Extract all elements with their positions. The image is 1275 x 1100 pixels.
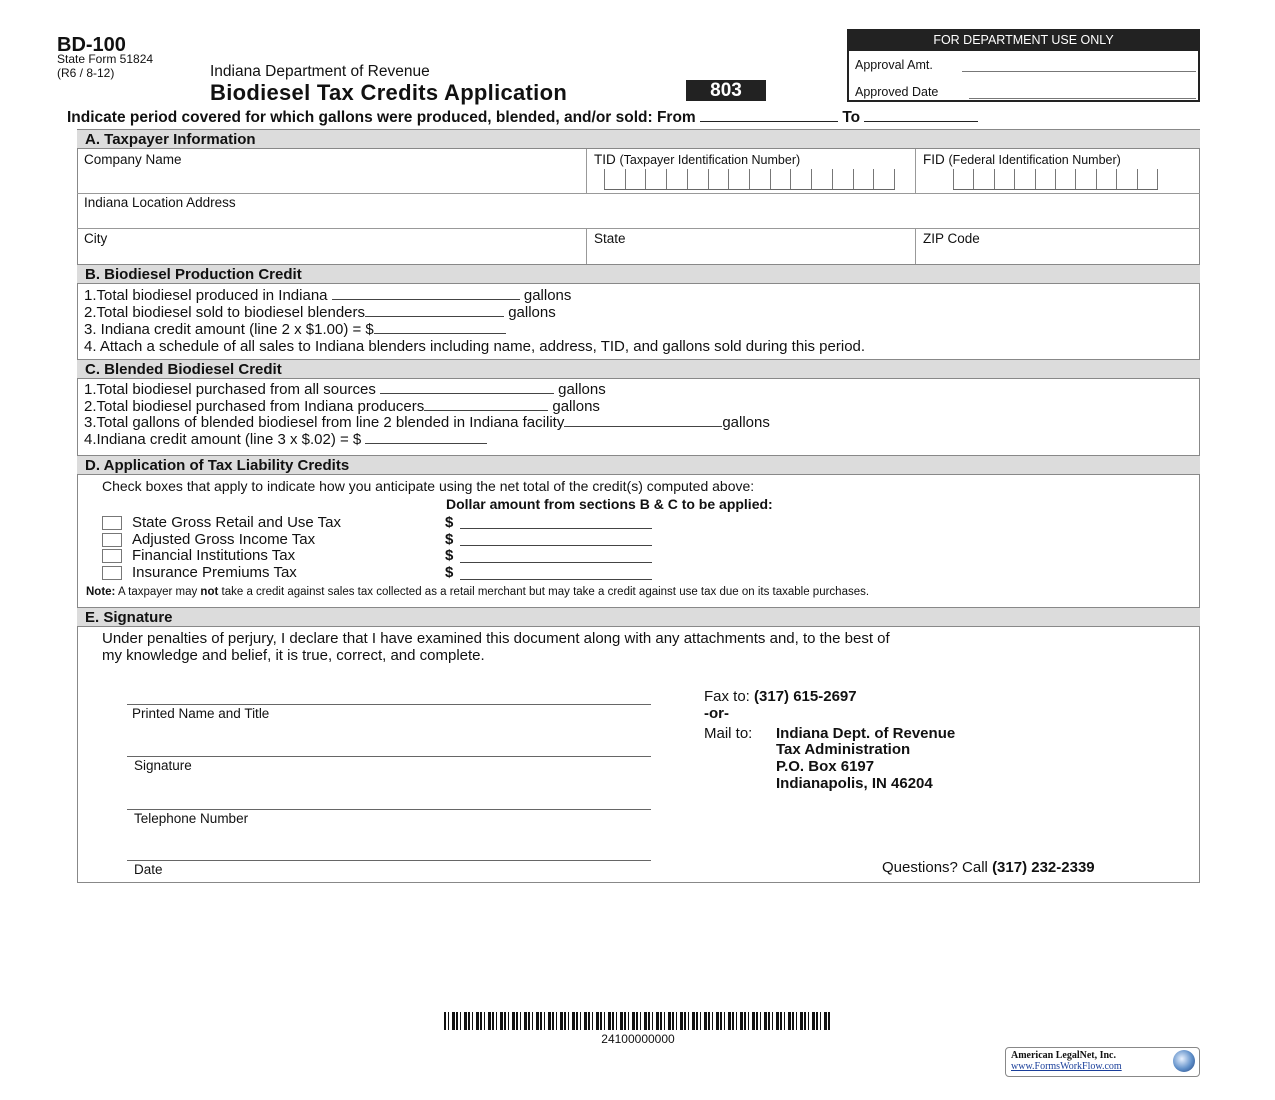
or-separator: -or-	[704, 705, 729, 722]
blended-gallons-field[interactable]	[564, 413, 722, 427]
declaration-line-1: Under penalties of perjury, I declare that I have examined this document along with any attachments and, to the best of	[102, 630, 890, 647]
company-name-label: Company Name	[84, 152, 182, 167]
divider	[586, 149, 587, 193]
section-c-heading: C. Blended Biodiesel Credit	[77, 359, 1200, 379]
state-form-number: State Form 51824	[57, 52, 154, 66]
section-d-note	[86, 586, 869, 598]
approved-date-label: Approved Date	[855, 85, 939, 99]
sales-use-tax-checkbox[interactable]	[102, 516, 122, 530]
city-field[interactable]	[84, 246, 580, 263]
fid-label-abbrev: FID	[923, 152, 945, 167]
telephone-label: Telephone Number	[134, 811, 249, 826]
insurance-premiums-tax-label: Insurance Premiums Tax	[132, 564, 297, 581]
dollar-sign: $	[445, 564, 454, 581]
mail-address-line-1: Indiana Dept. of Revenue	[776, 725, 956, 742]
insurance-premiums-tax-amount-field[interactable]	[460, 579, 652, 580]
sales-use-tax-amount-field[interactable]	[460, 528, 652, 529]
barcode-number: 24100000000	[601, 1032, 675, 1046]
section-c-line-1	[84, 380, 606, 398]
printed-name-label: Printed Name and Title	[132, 706, 270, 721]
telephone-field[interactable]	[127, 809, 651, 810]
fid-label-desc: (Federal Identification Number)	[948, 153, 1121, 167]
income-tax-amount-field[interactable]	[460, 545, 652, 546]
period-covered	[67, 109, 978, 127]
divider	[586, 228, 587, 264]
department-use-box	[847, 29, 1200, 102]
form-title: Biodiesel Tax Credits Application	[210, 80, 568, 105]
line-label: 4.Indiana credit amount (line 3 x $.02) = $	[84, 431, 362, 448]
section-c-line-4	[84, 430, 487, 448]
line-label: 2.Total biodiesel sold to biodiesel blenders	[84, 304, 366, 321]
insurance-premiums-tax-checkbox[interactable]	[102, 566, 122, 580]
section-b-heading: B. Biodiesel Production Credit	[77, 264, 1200, 284]
financial-institutions-tax-amount-field[interactable]	[460, 562, 652, 563]
line-label: 2.Total biodiesel purchased from Indiana producers	[84, 398, 425, 415]
sales-use-tax-label: State Gross Retail and Use Tax	[132, 514, 341, 531]
divider	[77, 228, 1200, 229]
declaration-line-2: my knowledge and belief, it is true, correct, and complete.	[102, 647, 485, 664]
section-d-heading: D. Application of Tax Liability Credits	[77, 455, 1200, 475]
dollar-sign: $	[445, 547, 454, 564]
questions-info	[882, 859, 1095, 876]
line-label: 1.Total biodiesel purchased from all sources	[84, 381, 376, 398]
income-tax-checkbox[interactable]	[102, 533, 122, 547]
approval-amount-label: Approval Amt.	[855, 58, 933, 72]
section-d-instruction: Check boxes that apply to indicate how you anticipate using the net total of the credit(s) computed above:	[102, 478, 755, 494]
zip-field[interactable]	[923, 246, 1193, 263]
section-a-heading: A. Taxpayer Information	[77, 129, 1200, 149]
legalnet-company: American LegalNet, Inc.	[1011, 1050, 1116, 1061]
income-tax-label: Adjusted Gross Income Tax	[132, 531, 316, 548]
line-label: 1.Total biodiesel produced in Indiana	[84, 287, 328, 304]
financial-institutions-tax-checkbox[interactable]	[102, 549, 122, 563]
state-label: State	[594, 231, 626, 246]
mail-label: Mail to:	[704, 725, 753, 742]
barcode	[444, 1012, 832, 1030]
tid-field[interactable]	[604, 169, 895, 190]
sold-gallons-field[interactable]	[365, 303, 504, 317]
signature-label: Signature	[134, 758, 192, 773]
note-text: take a credit against sales tax collected as a retail merchant but may take a credit against use tax due on its taxable purchases.	[221, 586, 870, 598]
date-label: Date	[134, 862, 163, 877]
gallons-unit: gallons	[523, 287, 572, 304]
purchased-all-gallons-field[interactable]	[380, 380, 554, 394]
note-label: Note:	[86, 586, 116, 598]
period-to-label: To	[842, 109, 861, 126]
fax-info	[704, 688, 857, 705]
section-b-line-3	[84, 320, 506, 338]
questions-label: Questions? Call	[882, 859, 988, 876]
zip-label: ZIP Code	[923, 231, 980, 246]
form-number: BD-100	[57, 34, 126, 56]
company-name-field[interactable]	[84, 166, 580, 192]
tid-label	[594, 152, 800, 167]
fax-label: Fax to:	[704, 688, 750, 705]
state-field[interactable]	[594, 246, 909, 263]
note-text: A taxpayer may	[117, 586, 198, 598]
tid-label-desc: (Taxpayer Identification Number)	[619, 153, 801, 167]
signature-field[interactable]	[127, 756, 651, 757]
note-emphasis: not	[200, 586, 219, 598]
form-code-badge: 803	[686, 80, 766, 101]
mail-address-line-2: Tax Administration	[776, 741, 911, 758]
line-label: 3. Indiana credit amount (line 2 x $1.00) = $	[84, 321, 374, 338]
divider	[915, 149, 916, 193]
period-to-field[interactable]	[864, 109, 978, 122]
address-field[interactable]	[84, 210, 1184, 228]
gallons-unit: gallons	[722, 414, 770, 431]
printed-name-field[interactable]	[127, 704, 651, 705]
dollar-amount-heading: Dollar amount from sections B & C to be applied:	[446, 496, 773, 512]
approved-date-field[interactable]	[969, 98, 1196, 99]
section-b-line-4: 4. Attach a schedule of all sales to Indiana blenders including name, address, TID, and gallons sold during this period.	[84, 338, 866, 355]
produced-gallons-field[interactable]	[332, 286, 520, 300]
divider	[77, 193, 1200, 194]
gallons-unit: gallons	[552, 398, 600, 415]
production-credit-field[interactable]	[374, 320, 506, 334]
legalnet-url[interactable]: www.FormsWorkFlow.com	[1011, 1061, 1122, 1072]
mail-address-line-3: P.O. Box 6197	[776, 758, 875, 775]
tid-label-abbrev: TID	[594, 152, 616, 167]
gallons-unit: gallons	[558, 381, 606, 398]
period-text: Indicate period covered for which gallons were produced, blended, and/or sold: From	[67, 109, 696, 126]
department-name: Indiana Department of Revenue	[210, 63, 430, 80]
questions-phone-number: (317) 232-2339	[992, 859, 1095, 876]
fid-label	[923, 152, 1121, 167]
approval-amount-field[interactable]	[962, 71, 1196, 72]
globe-icon	[1173, 1050, 1195, 1072]
dollar-sign: $	[445, 531, 454, 548]
purchased-indiana-gallons-field[interactable]	[424, 397, 548, 411]
gallons-unit: gallons	[508, 304, 556, 321]
address-label: Indiana Location Address	[84, 195, 236, 210]
section-c-line-3	[84, 413, 770, 431]
city-label: City	[84, 231, 108, 246]
line-label: 3.Total gallons of blended biodiesel from line 2 blended in Indiana facility	[84, 414, 565, 431]
fid-field[interactable]	[953, 169, 1158, 190]
section-b-line-1	[84, 286, 571, 304]
date-field[interactable]	[127, 860, 651, 861]
section-b-line-2	[84, 303, 556, 321]
divider	[915, 228, 916, 264]
dollar-sign: $	[445, 514, 454, 531]
section-e-heading: E. Signature	[77, 607, 1200, 627]
financial-institutions-tax-label: Financial Institutions Tax	[132, 547, 296, 564]
blended-credit-field[interactable]	[365, 430, 487, 444]
form-revision: (R6 / 8-12)	[57, 66, 115, 80]
american-legalnet-logo	[1005, 1047, 1200, 1077]
period-from-field[interactable]	[700, 109, 838, 122]
department-use-heading: FOR DEPARTMENT USE ONLY	[849, 31, 1198, 51]
fax-number: (317) 615-2697	[754, 688, 857, 705]
mail-address-line-4: Indianapolis, IN 46204	[776, 775, 933, 792]
